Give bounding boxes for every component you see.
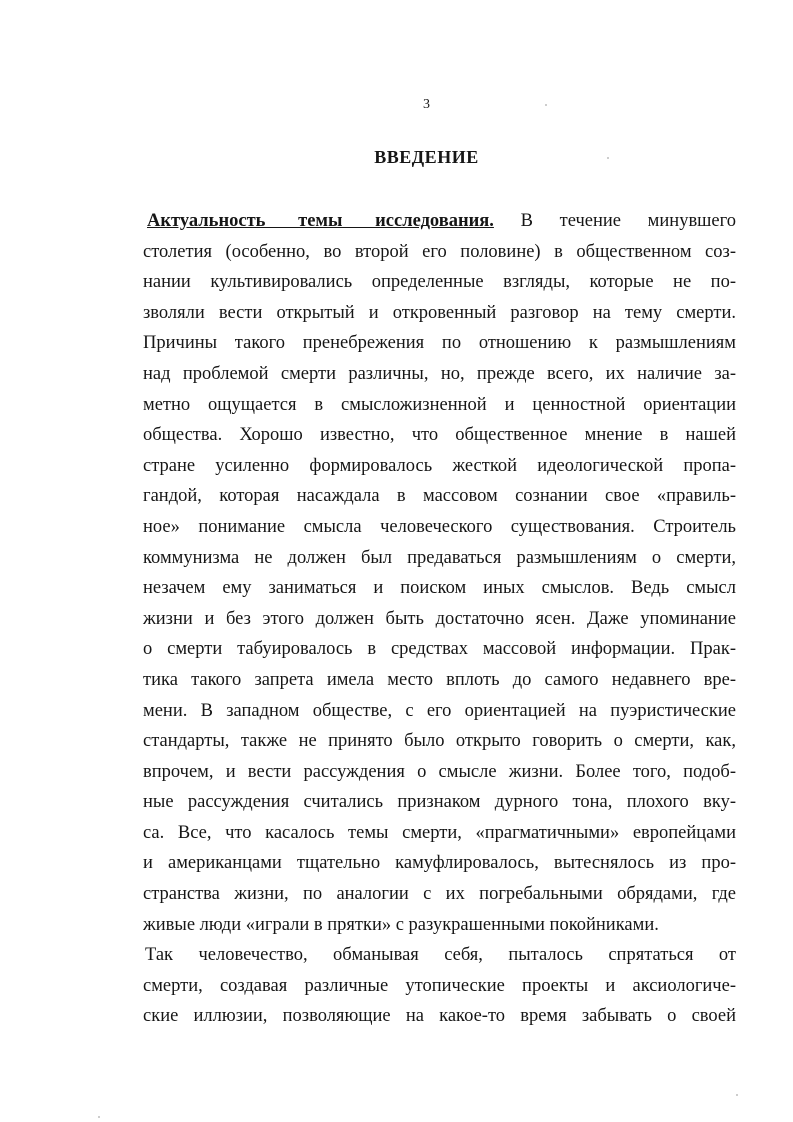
paragraph-1-line-3: нании культивировались определенные взгляды, которые не по-	[143, 272, 736, 293]
page-number: 3	[423, 97, 430, 112]
body-text	[143, 206, 736, 1032]
paragraph-1-line-5: Причины такого пренебрежения по отношению к размышлениям	[143, 333, 736, 354]
paragraph-2-lines	[143, 971, 736, 1032]
section-heading: ВВЕДЕНИЕ	[374, 147, 479, 167]
paragraph-2-line-2: смерти, создавая различные утопические проекты и аксиологиче-	[143, 975, 736, 996]
paragraph-1-line-1	[143, 206, 736, 237]
paragraph-1-line-10: гандой, которая насаждала в массовом сознании свое «правиль-	[143, 486, 736, 507]
paragraph-1-lines	[143, 237, 736, 941]
paragraph-1-line-6: над проблемой смерти различны, но, прежде всего, их наличие за-	[143, 363, 736, 384]
scan-speck	[545, 104, 547, 106]
paragraph-2-line-3: ские иллюзии, позволяющие на какое-то время забывать о своей	[143, 1006, 736, 1027]
paragraph-1-line-22: и американцами тщательно камуфлировалось, вытеснялось из про-	[143, 853, 736, 874]
paragraph-1-line-7: метно ощущается в смысложизненной и ценностной ориентации	[143, 394, 736, 415]
paragraph-1-line-24: живые люди «играли в прятки» с разукрашенными покойниками.	[143, 914, 659, 935]
first-line-rest: В течение минувшего	[520, 211, 737, 231]
paragraph-1-line-21: са. Все, что касалось темы смерти, «прагматичными» европейцами	[143, 822, 736, 843]
paragraph-1-line-18: стандарты, также не принято было открыто говорить о смерти, как,	[143, 731, 736, 752]
paragraph-1-line-17: мени. В западном обществе, с его ориентацией на пуэристические	[143, 700, 736, 721]
paragraph-2-line-1: Так человечество, обманывая себя, пыталось спрятаться от	[145, 945, 736, 966]
paragraph-1-line-20: ные рассуждения считались признаком дурного тона, плохого вку-	[143, 792, 736, 813]
paragraph-1-line-14: жизни и без этого должен быть достаточно ясен. Даже упоминание	[143, 608, 736, 629]
scan-speck	[736, 1094, 738, 1096]
paragraph-1-line-4: зволяли вести открытый и откровенный разговор на тему смерти.	[143, 302, 736, 323]
paragraph-1-line-11: ное» понимание смысла человеческого существования. Строитель	[143, 516, 736, 537]
scan-speck	[607, 157, 609, 159]
paragraph-1-line-12: коммунизма не должен был предаваться размышлениям о смерти,	[143, 547, 736, 568]
lead-phrase: Актуальность темы исследования.	[147, 211, 494, 231]
paragraph-1-line-23: странства жизни, по аналогии с их погребальными обрядами, где	[143, 884, 736, 905]
paragraph-1-line-15: о смерти табуировалось в средствах массовой информации. Прак-	[143, 639, 736, 660]
paragraph-1-line-13: незачем ему заниматься и поиском иных смыслов. Ведь смысл	[143, 578, 736, 599]
paragraph-1-line-9: стране усиленно формировалось жесткой идеологической пропа-	[143, 455, 736, 476]
paragraph-1-line-8: общества. Хорошо известно, что общественное мнение в нашей	[143, 425, 736, 446]
paragraph-1-line-2: столетия (особенно, во второй его половине) в общественном соз-	[143, 241, 736, 262]
paragraph-1-line-19: впрочем, и вести рассуждения о смысле жизни. Более того, подоб-	[143, 761, 736, 782]
paragraph-1-line-16: тика такого запрета имела место вплоть до самого недавнего вре-	[143, 669, 736, 690]
scan-speck	[98, 1116, 100, 1118]
